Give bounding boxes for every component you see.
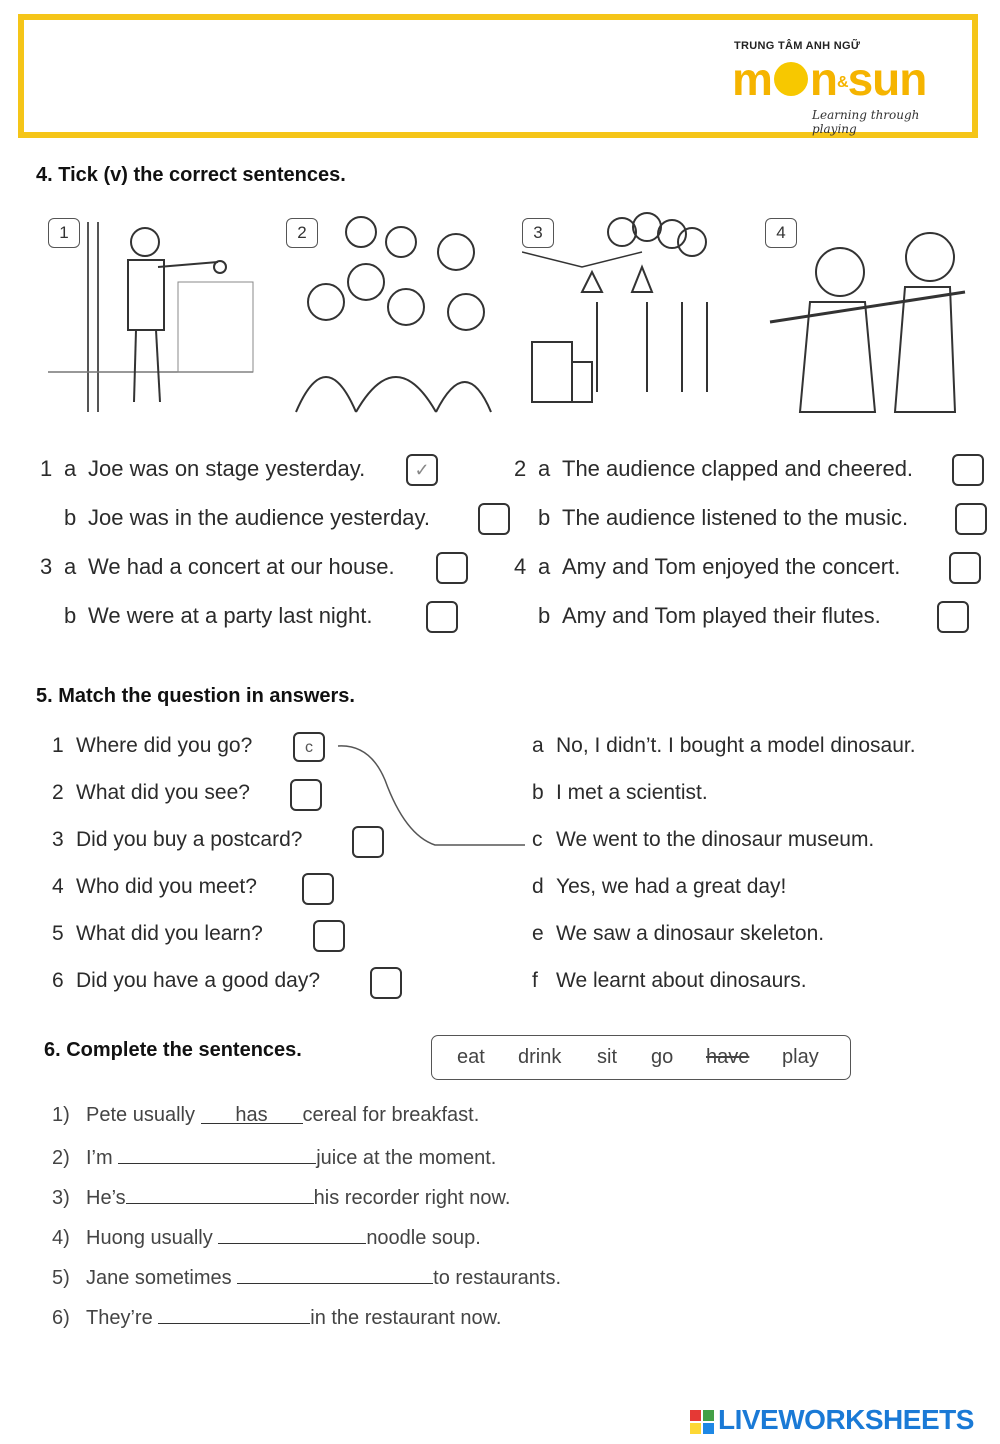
blank-input-4[interactable] [218,1224,366,1244]
s5-answer-f [532,969,807,993]
question-number: 1 [52,734,64,757]
answer-text: We saw a dinosaur skeleton. [556,922,825,945]
logo-brand-left: m [732,53,772,105]
sentence-before: They’re [86,1307,159,1329]
s5-question-5 [52,922,263,946]
s5-answer-box-2[interactable] [290,779,322,811]
s4-item-1a [40,456,365,482]
item-number: 2 [514,456,527,481]
section-4-title: 4. Tick (v) the correct sentences. [36,164,346,186]
liveworksheets-icon [690,1410,714,1434]
sentence-before: I’m [86,1147,119,1169]
answer-letter: e [532,922,544,945]
item-letter: b [64,603,77,628]
sentence-index: 3) [52,1187,70,1209]
question-number: 6 [52,969,64,992]
logo [714,40,964,136]
question-number: 4 [52,875,64,898]
s5-answer-box-1[interactable]: c [293,732,325,762]
picture-1 [48,212,256,418]
s4-checkbox-3a[interactable] [436,552,468,584]
word-have: have [706,1046,750,1068]
item-letter: a [538,456,551,481]
s6-sentence-1 [52,1104,479,1127]
blank-input-5[interactable] [237,1264,433,1284]
sentence-index: 5) [52,1267,70,1289]
item-text: Amy and Tom played their flutes. [562,603,881,628]
sentence-before: Huong usually [86,1227,219,1249]
s4-item-2a [514,456,913,482]
blank-input-3[interactable] [126,1184,314,1204]
s4-checkbox-4b[interactable] [937,601,969,633]
item-letter: b [538,505,551,530]
sentence-index: 6) [52,1307,70,1329]
item-text: We had a concert at our house. [88,554,395,579]
sentence-after: juice at the moment. [316,1147,497,1169]
sentence-after: his recorder right now. [313,1187,511,1209]
item-letter: a [64,456,77,481]
sentence-after: noodle soup. [366,1227,481,1249]
s6-sentence-4 [52,1224,481,1250]
item-text: Joe was on stage yesterday. [88,456,366,481]
s4-item-3a [40,554,395,580]
picture-number-4: 4 [765,218,797,248]
item-number: 4 [514,554,527,579]
sentence-before: He’s [86,1187,126,1209]
logo-brand-right: sun [847,53,927,105]
header-banner [18,14,978,138]
s4-checkbox-1a[interactable]: ✓ [406,454,438,486]
s5-answer-b [532,781,708,805]
question-text: Did you have a good day? [76,969,321,992]
s6-sentence-5 [52,1264,561,1290]
s5-answer-box-4[interactable] [302,873,334,905]
footer-brand[interactable] [690,1404,974,1436]
s5-answer-d [532,875,786,899]
blank-input-2[interactable] [118,1144,316,1164]
s5-question-3 [52,828,302,852]
question-number: 2 [52,781,64,804]
s4-checkbox-2b[interactable] [955,503,987,535]
picture-number-2: 2 [286,218,318,248]
s5-answer-box-5[interactable] [313,920,345,952]
answer-letter: d [532,875,544,898]
sentence-index: 1) [52,1104,70,1126]
logo-brand-mid: n [809,53,838,105]
logo-brand-amp: & [837,73,848,91]
s6-sentence-3 [52,1184,510,1210]
word-play: play [782,1046,819,1068]
s5-answer-a [532,734,916,758]
s4-checkbox-3b[interactable] [426,601,458,633]
s5-question-1 [52,734,252,758]
picture-3 [522,212,730,418]
answer-text: I met a scientist. [556,781,708,804]
picture-number-3: 3 [522,218,554,248]
s5-answer-box-6[interactable] [370,967,402,999]
s5-question-2 [52,781,250,805]
question-text: Who did you meet? [76,875,257,898]
s4-item-2b [514,505,908,531]
s5-answer-e [532,922,824,946]
s4-item-4b [514,603,881,629]
answer-letter: f [532,969,538,992]
item-text: The audience listened to the music. [562,505,909,530]
answer-text: Yes, we had a great day! [556,875,787,898]
s4-item-4a [514,554,900,580]
item-text: Amy and Tom enjoyed the concert. [562,554,901,579]
s4-checkbox-1b[interactable] [478,503,510,535]
item-text: Joe was in the audience yesterday. [88,505,431,530]
logo-brand [732,52,926,106]
item-letter: b [64,505,77,530]
blank-input-6[interactable] [158,1304,310,1324]
question-text: Did you buy a postcard? [76,828,303,851]
answer-text: We learnt about dinosaurs. [556,969,807,992]
picture-4 [765,212,973,418]
question-number: 3 [52,828,64,851]
answer-letter: b [532,781,544,804]
question-text: What did you see? [76,781,250,804]
blank-input-1[interactable]: has [201,1104,303,1124]
answer-text: No, I didn’t. I bought a model dinosaur. [556,734,916,757]
question-number: 5 [52,922,64,945]
item-number: 1 [40,456,53,481]
item-letter: a [64,554,77,579]
picture-number-1: 1 [48,218,80,248]
picture-2 [286,212,494,418]
sentence-before: Pete usually [86,1104,201,1126]
sentence-index: 2) [52,1147,70,1169]
section-6-title: 6. Complete the sentences. [44,1039,302,1061]
s4-checkbox-4a[interactable] [949,552,981,584]
answer-letter: c [532,828,543,851]
sentence-after: in the restaurant now. [310,1307,502,1329]
sentence-after: cereal for breakfast. [302,1104,480,1126]
word-bank [431,1035,851,1080]
answer-text: We went to the dinosaur museum. [556,828,875,851]
sentence-before: Jane sometimes [86,1267,238,1289]
footer-brand-text: LIVEWORKSHEETS [718,1404,974,1435]
word-go: go [651,1046,674,1068]
sentence-index: 4) [52,1227,70,1249]
s5-question-6 [52,969,320,993]
s4-checkbox-2a[interactable] [952,454,984,486]
s6-sentence-2 [52,1144,496,1170]
word-drink: drink [518,1046,562,1068]
logo-tagline: Learning through playing [812,108,920,136]
item-letter: b [538,603,551,628]
s5-answer-c [532,828,874,852]
word-sit: sit [597,1046,617,1068]
item-letter: a [538,554,551,579]
item-text: The audience clapped and cheered. [562,456,914,481]
answer-letter: a [532,734,544,757]
logo-top-text: TRUNG TÂM ANH NGỮ [734,40,861,52]
sentence-after: to restaurants. [433,1267,562,1289]
s5-answer-box-3[interactable] [352,826,384,858]
item-text: We were at a party last night. [88,603,373,628]
item-number: 3 [40,554,53,579]
s4-item-1b [40,505,430,531]
question-text: What did you learn? [76,922,263,945]
s4-item-3b [40,603,373,629]
word-eat: eat [457,1046,485,1068]
s5-question-4 [52,875,257,899]
s6-sentence-6 [52,1304,501,1330]
section-5-title: 5. Match the question in answers. [36,685,355,707]
sun-icon [774,62,808,96]
question-text: Where did you go? [76,734,253,757]
